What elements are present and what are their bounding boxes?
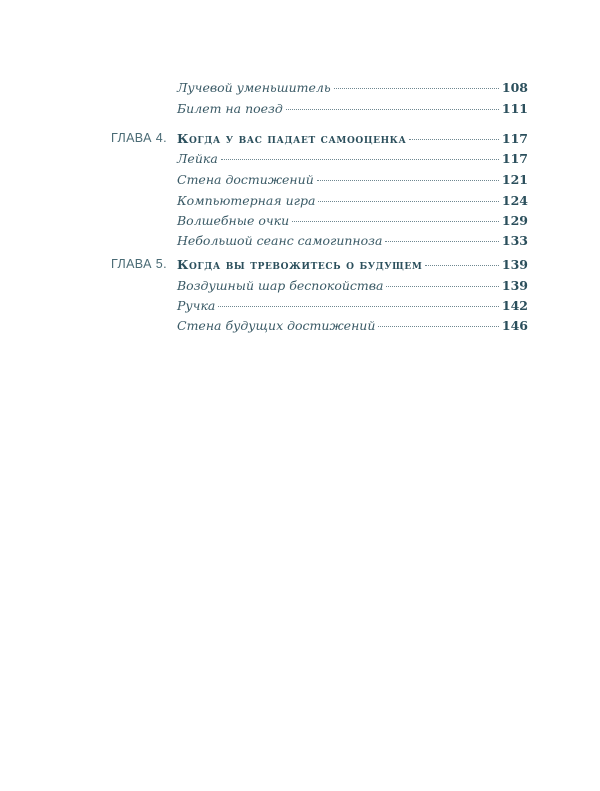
toc-entry-title: Волшебные очки: [177, 213, 290, 228]
dot-leader: [221, 159, 499, 160]
dot-leader: [409, 139, 499, 140]
toc-entry-title: Стена будущих достижений: [177, 318, 376, 333]
dot-leader: [218, 306, 499, 307]
dot-leader: [286, 109, 499, 110]
toc-entry-page: 146: [501, 318, 528, 333]
toc-entry-title: Воздушный шар беспокойства: [177, 278, 384, 293]
toc-entry-page: 124: [501, 193, 528, 208]
toc-entry-title: Стена достижений: [177, 172, 314, 187]
toc-entry-self-hypnosis[interactable]: [177, 233, 528, 251]
toc-entry-title: Небольшой сеанс самогипноза: [177, 233, 383, 248]
toc-entry-page: 133: [501, 233, 528, 248]
toc-entry-page: 108: [501, 80, 528, 95]
toc-entry-train-ticket[interactable]: [177, 101, 528, 119]
dot-leader: [334, 88, 499, 89]
dot-leader: [385, 241, 498, 242]
toc-entry-wall-of-future-achievements[interactable]: [177, 318, 528, 336]
toc-entry-title: Билет на поезд: [177, 101, 283, 116]
toc-entry-page: 111: [501, 101, 528, 116]
toc-entry-page: 121: [501, 172, 528, 187]
toc-entry-page: 139: [501, 257, 528, 272]
dot-leader: [292, 221, 499, 222]
toc-entry-watering-can[interactable]: [177, 151, 528, 169]
toc-entry-title: Лучевой уменьшитель: [177, 80, 331, 95]
toc-chapter-5[interactable]: [177, 257, 528, 275]
toc-entry-page: 139: [501, 278, 528, 293]
toc-entry-title: Лейка: [177, 151, 218, 166]
chapter-title: Когда у вас падает самооценка: [177, 131, 407, 146]
toc-entry-magic-glasses[interactable]: [177, 213, 528, 231]
toc-entry-title: Компьютерная игра: [177, 193, 316, 208]
toc-entry-page: 129: [501, 213, 528, 228]
dot-leader: [386, 286, 498, 287]
toc-entry-page: 142: [501, 298, 528, 313]
toc-entry-title: Ручка: [177, 298, 216, 313]
dot-leader: [425, 265, 498, 266]
toc-entry-wall-of-achievements[interactable]: [177, 172, 528, 190]
toc-entry-anxiety-balloon[interactable]: [177, 278, 528, 296]
toc-entry-pen[interactable]: [177, 298, 528, 316]
dot-leader: [317, 180, 499, 181]
toc-entry-computer-game[interactable]: [177, 193, 528, 211]
toc-entry-page: 117: [501, 131, 528, 146]
chapter-number: ГЛАВА 4.: [111, 131, 167, 145]
dot-leader: [318, 201, 498, 202]
toc-entry-page: 117: [501, 151, 528, 166]
dot-leader: [378, 326, 498, 327]
chapter-number: ГЛАВА 5.: [111, 257, 167, 271]
toc-entry-ray-reducer[interactable]: [177, 80, 528, 98]
chapter-title: Когда вы тревожитесь о будущем: [177, 257, 423, 272]
toc-chapter-4[interactable]: [177, 131, 528, 149]
